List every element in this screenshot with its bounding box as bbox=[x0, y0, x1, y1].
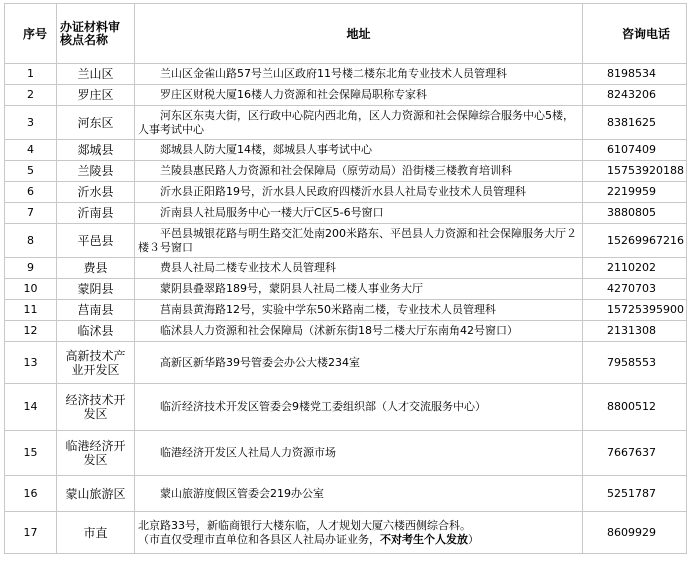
row-address: 临沭县人力资源和社会保障局（沭新东街18号二楼大厅东南角42号窗口） bbox=[135, 321, 583, 342]
table-header-row bbox=[5, 4, 687, 64]
row-seq: 7 bbox=[5, 203, 57, 224]
row-seq: 12 bbox=[5, 321, 57, 342]
table-row bbox=[5, 431, 687, 476]
row-phone: 8609929 bbox=[583, 512, 687, 554]
table-row bbox=[5, 140, 687, 161]
row-phone: 4270703 bbox=[583, 279, 687, 300]
row-address: 兰陵县惠民路人力资源和社会保障局（原劳动局）沿街楼三楼教育培训科 bbox=[135, 161, 583, 182]
row-phone: 3880805 bbox=[583, 203, 687, 224]
row-address bbox=[135, 512, 583, 554]
row-address: 兰山区金雀山路57号兰山区政府11号楼二楼东北角专业技术人员管理科 bbox=[135, 64, 583, 85]
row-name: 河东区 bbox=[57, 106, 135, 140]
row-phone: 5251787 bbox=[583, 476, 687, 512]
row-phone: 8243206 bbox=[583, 85, 687, 106]
row-seq: 1 bbox=[5, 64, 57, 85]
table-row bbox=[5, 384, 687, 431]
table-row bbox=[5, 182, 687, 203]
row-address: 河东区东夷大街，区行政中心院内西北角，区人力资源和社会保障综合服务中心5楼，人事考试中心 bbox=[135, 106, 583, 140]
row-address: 高新区新华路39号管委会办公大楼234室 bbox=[135, 342, 583, 384]
table-row bbox=[5, 85, 687, 106]
row-name: 莒南县 bbox=[57, 300, 135, 321]
table-row bbox=[5, 300, 687, 321]
header-seq: 序号 bbox=[5, 4, 57, 64]
row-name: 临沭县 bbox=[57, 321, 135, 342]
row-seq: 9 bbox=[5, 258, 57, 279]
row-address: 沂水县正阳路19号，沂水县人民政府四楼沂水县人社局专业技术人员管理科 bbox=[135, 182, 583, 203]
row-seq: 8 bbox=[5, 224, 57, 258]
row-seq: 3 bbox=[5, 106, 57, 140]
table-row bbox=[5, 203, 687, 224]
row-seq: 11 bbox=[5, 300, 57, 321]
row-address: 蒙阴县叠翠路189号，蒙阴县人社局二楼人事业务大厅 bbox=[135, 279, 583, 300]
row-seq: 16 bbox=[5, 476, 57, 512]
row-name: 兰陵县 bbox=[57, 161, 135, 182]
row-phone: 6107409 bbox=[583, 140, 687, 161]
row-phone: 8381625 bbox=[583, 106, 687, 140]
row-phone: 8198534 bbox=[583, 64, 687, 85]
header-phone: 咨询电话 bbox=[583, 4, 687, 64]
row-seq: 10 bbox=[5, 279, 57, 300]
row-seq: 2 bbox=[5, 85, 57, 106]
row-address: 费县人社局二楼专业技术人员管理科 bbox=[135, 258, 583, 279]
row-address: 郯城县人防大厦14楼，郯城县人事考试中心 bbox=[135, 140, 583, 161]
row-address: 临沂经济技术开发区管委会9楼党工委组织部（人才交流服务中心） bbox=[135, 384, 583, 431]
row-name: 沂水县 bbox=[57, 182, 135, 203]
row-name: 经济技术开发区 bbox=[57, 384, 135, 431]
row-address: 沂南县人社局服务中心一楼大厅C区5-6号窗口 bbox=[135, 203, 583, 224]
row-name: 平邑县 bbox=[57, 224, 135, 258]
row-seq: 14 bbox=[5, 384, 57, 431]
row-phone: 15269967216 bbox=[583, 224, 687, 258]
address-note-bold: 不对考生个人发放 bbox=[380, 532, 468, 546]
row-phone: 8800512 bbox=[583, 384, 687, 431]
row-name: 蒙山旅游区 bbox=[57, 476, 135, 512]
row-seq: 5 bbox=[5, 161, 57, 182]
row-phone: 7667637 bbox=[583, 431, 687, 476]
row-name: 市直 bbox=[57, 512, 135, 554]
table-row bbox=[5, 279, 687, 300]
header-address: 地址 bbox=[135, 4, 583, 64]
row-seq: 4 bbox=[5, 140, 57, 161]
review-points-table bbox=[4, 3, 687, 554]
row-name: 罗庄区 bbox=[57, 85, 135, 106]
table-row bbox=[5, 342, 687, 384]
address-note bbox=[138, 533, 579, 547]
table-row bbox=[5, 106, 687, 140]
row-address: 蒙山旅游度假区管委会219办公室 bbox=[135, 476, 583, 512]
row-address: 临港经济开发区人社局人力资源市场 bbox=[135, 431, 583, 476]
row-phone: 15725395900 bbox=[583, 300, 687, 321]
table-row bbox=[5, 224, 687, 258]
row-name: 蒙阴县 bbox=[57, 279, 135, 300]
row-seq: 15 bbox=[5, 431, 57, 476]
address-line: 北京路33号，新临商银行大楼东临，人才规划大厦六楼西侧综合科。 bbox=[138, 518, 471, 532]
address-note-end: ） bbox=[468, 532, 479, 546]
row-seq: 6 bbox=[5, 182, 57, 203]
table-row bbox=[5, 512, 687, 554]
row-seq: 13 bbox=[5, 342, 57, 384]
table-row bbox=[5, 476, 687, 512]
row-name: 兰山区 bbox=[57, 64, 135, 85]
row-name: 郯城县 bbox=[57, 140, 135, 161]
row-address: 莒南县黄海路12号，实验中学东50米路南二楼，专业技术人员管理科 bbox=[135, 300, 583, 321]
row-name: 高新技术产业开发区 bbox=[57, 342, 135, 384]
table-row bbox=[5, 321, 687, 342]
row-phone: 2219959 bbox=[583, 182, 687, 203]
row-phone: 2110202 bbox=[583, 258, 687, 279]
row-phone: 7958553 bbox=[583, 342, 687, 384]
row-address: 罗庄区财税大厦16楼人力资源和社会保障局职称专家科 bbox=[135, 85, 583, 106]
header-name: 办证材料审核点名称 bbox=[57, 4, 135, 64]
row-address: 平邑县城银花路与明生路交汇处南200米路东、平邑县人力资源和社会保障服务大厅２楼３号窗口 bbox=[135, 224, 583, 258]
table-row bbox=[5, 258, 687, 279]
row-name: 费县 bbox=[57, 258, 135, 279]
row-name: 临港经济开发区 bbox=[57, 431, 135, 476]
table-row bbox=[5, 161, 687, 182]
row-phone: 15753920188 bbox=[583, 161, 687, 182]
address-note-text: （市直仅受理市直单位和各县区人社局办证业务， bbox=[138, 532, 380, 546]
row-phone: 2131308 bbox=[583, 321, 687, 342]
row-name: 沂南县 bbox=[57, 203, 135, 224]
row-seq: 17 bbox=[5, 512, 57, 554]
table-row bbox=[5, 64, 687, 85]
